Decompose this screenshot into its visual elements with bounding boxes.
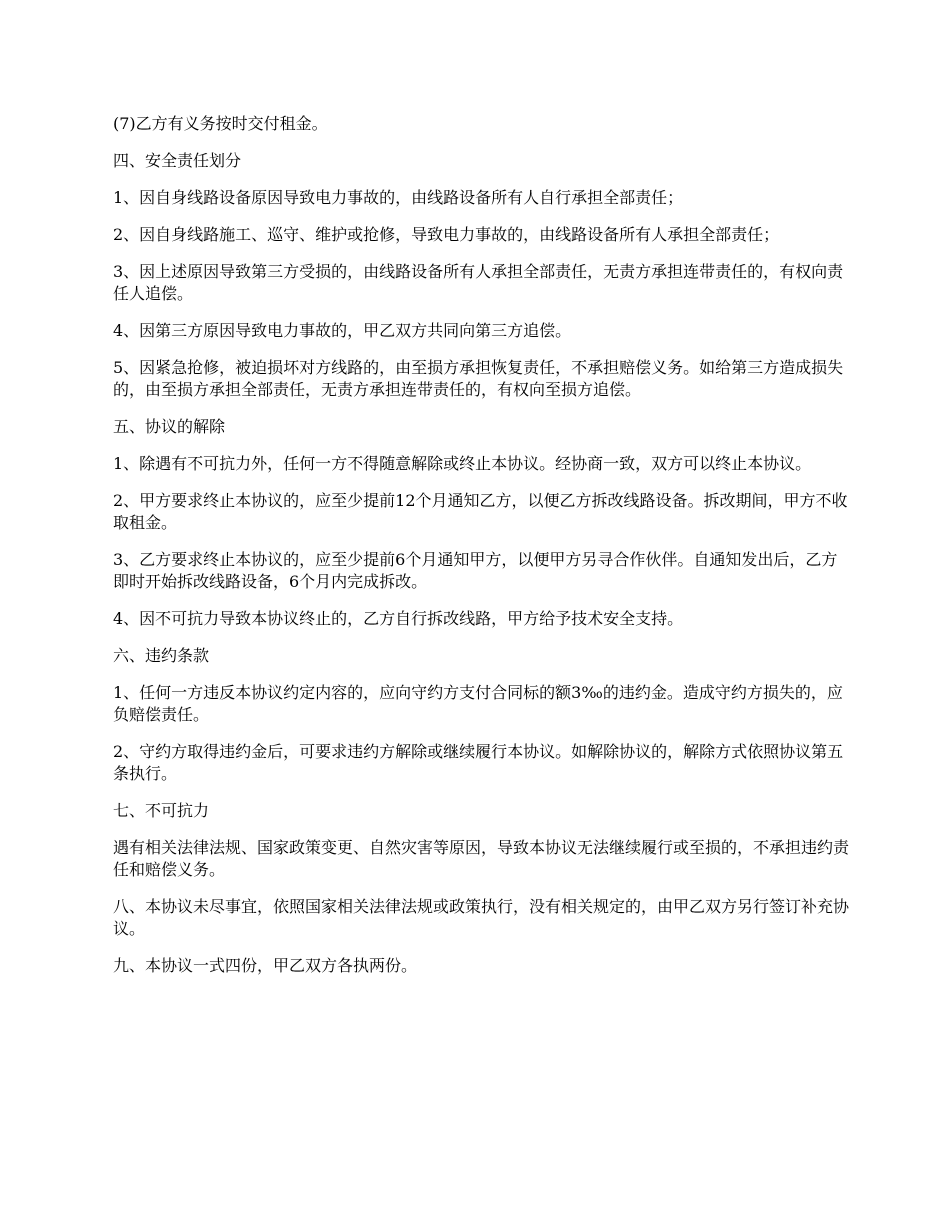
safety-clause-2: 2、因自身线路施工、巡守、维护或抢修，导致电力事故的，由线路设备所有人承担全部责任； <box>113 225 780 244</box>
termination-clause-1: 1、除遇有不可抗力外，任何一方不得随意解除或终止本协议。经协商一致，双方可以终止本协议。 <box>113 454 812 473</box>
breach-clause-1: 1、任何一方违反本协议约定内容的，应向守约方支付合同标的额3‰的违约金。造成守约方损失的，应负赔偿责任。 <box>113 683 843 724</box>
section-heading-breach: 六、违约条款 <box>113 646 210 665</box>
force-majeure-text: 遇有相关法律法规、国家政策变更、自然灾害等原因，导致本协议无法继续履行或至损的，不承担违约责任和赔偿义务。 <box>113 838 850 879</box>
safety-clause-4: 4、因第三方原因导致电力事故的，甲乙双方共同向第三方追偿。 <box>113 321 572 340</box>
termination-clause-2: 2、甲方要求终止本协议的，应至少提前12个月通知乙方，以便乙方拆改线路设备。拆改期间，甲方不收取租金。 <box>113 491 848 532</box>
section-heading-force-majeure: 七、不可抗力 <box>113 801 210 820</box>
termination-clause-4: 4、因不可抗力导致本协议终止的，乙方自行拆改线路，甲方给予技术安全支持。 <box>113 609 684 628</box>
section-heading-safety-responsibility: 四、安全责任划分 <box>113 151 242 170</box>
safety-clause-1: 1、因自身线路设备原因导致电力事故的，由线路设备所有人自行承担全部责任； <box>113 188 684 207</box>
section-heading-termination: 五、协议的解除 <box>113 417 226 436</box>
termination-clause-3: 3、乙方要求终止本协议的，应至少提前6个月通知甲方，以便甲方另寻合作伙伴。自通知发出后，乙方即时开始拆改线路设备，6个月内完成拆改。 <box>113 550 838 591</box>
section-8-supplementary: 八、本协议未尽事宜，依照国家相关法律法规或政策执行，没有相关规定的，由甲乙双方另行签订补充协议。 <box>113 897 850 938</box>
document-body <box>113 113 853 992</box>
clause-7-rent-payment: (7)乙方有义务按时交付租金。 <box>113 114 328 133</box>
breach-clause-2: 2、守约方取得违约金后，可要求违约方解除或继续履行本协议。如解除协议的，解除方式依照协议第五条执行。 <box>113 742 844 783</box>
section-9-copies: 九、本协议一式四份，甲乙双方各执两份。 <box>113 956 418 975</box>
safety-clause-3: 3、因上述原因导致第三方受损的，由线路设备所有人承担全部责任，无责方承担连带责任的，有权向责任人追偿。 <box>113 262 844 303</box>
safety-clause-5: 5、因紧急抢修，被迫损坏对方线路的，由至损方承担恢复责任，不承担赔偿义务。如给第三方造成损失的，由至损方承担全部责任，无责方承担连带责任的，有权向至损方追偿。 <box>113 358 844 399</box>
